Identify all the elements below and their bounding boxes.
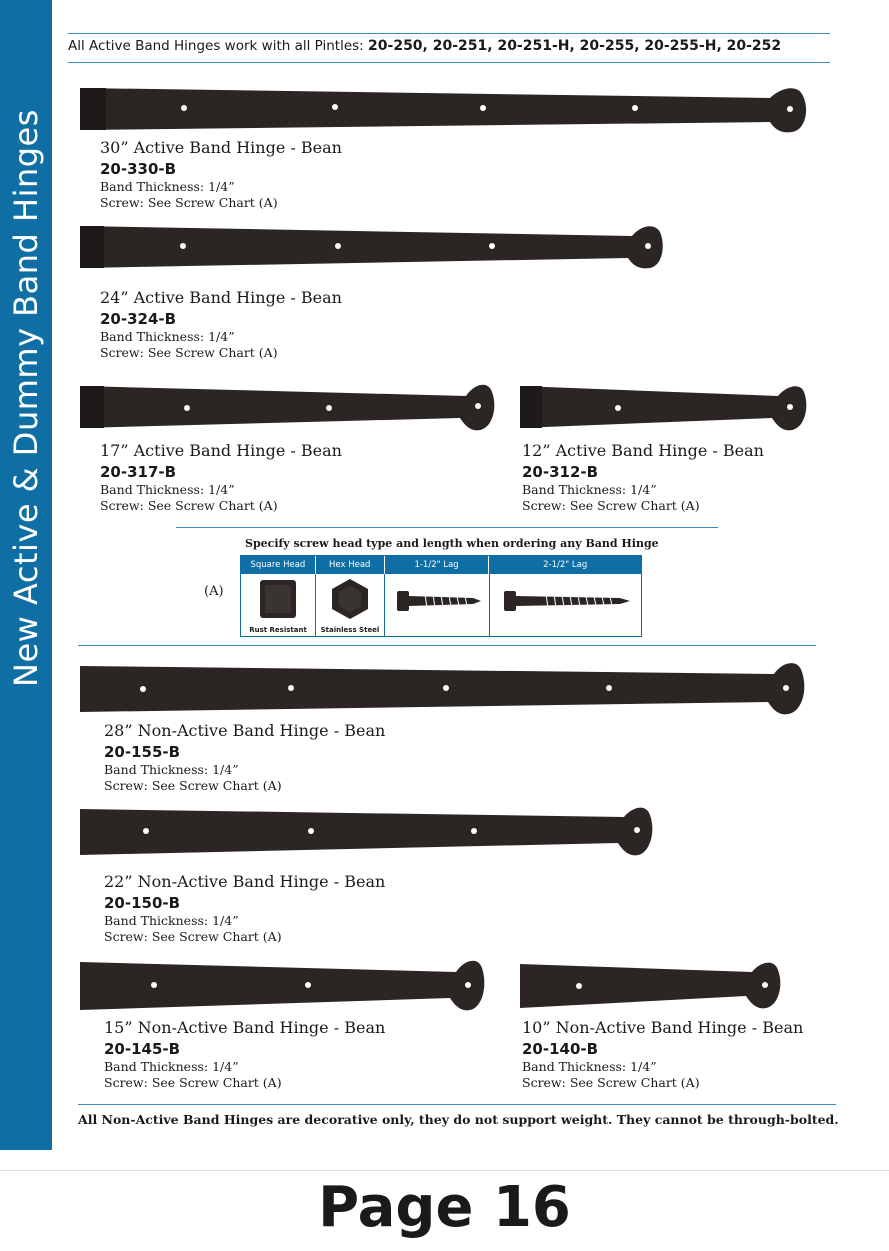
header-square-head: Square Head xyxy=(241,556,316,574)
header-lag-long: 2-1/2" Lag xyxy=(543,560,588,570)
screw-chart-header xyxy=(241,556,641,574)
hinge-screw: Screw: See Screw Chart (A) xyxy=(100,345,278,360)
hinge-image-17-active xyxy=(80,380,496,434)
hinge-title: 17” Active Band Hinge - Bean xyxy=(100,441,342,460)
hinge-thickness: Band Thickness: 1/4” xyxy=(522,482,657,497)
hinge-screw: Screw: See Screw Chart (A) xyxy=(104,1075,282,1090)
hinge-label-28-nonactive xyxy=(104,720,385,794)
screw-chart-marker: (A) xyxy=(204,584,224,599)
hinge-image-12-active xyxy=(520,382,810,434)
hinge-image-22-nonactive xyxy=(80,805,658,859)
screw-chart xyxy=(240,555,642,637)
footnote: All Non-Active Band Hinges are decorative only, they do not support weight. They cannot be through-bolted. xyxy=(78,1112,839,1127)
screw-chart-top-rule xyxy=(176,527,718,528)
hinge-label-22-nonactive xyxy=(104,871,385,945)
hinge-code: 20-145-B xyxy=(104,1040,181,1058)
hinge-screw: Screw: See Screw Chart (A) xyxy=(104,929,282,944)
hinge-image-15-nonactive xyxy=(80,958,490,1014)
hinge-title: 12” Active Band Hinge - Bean xyxy=(522,441,764,460)
pintles-prefix: All Active Band Hinges work with all Pintles: xyxy=(68,38,369,54)
caption-rust-resistant: Rust Resistant xyxy=(249,626,307,634)
cell-square-head xyxy=(241,574,316,636)
hinge-title: 22” Non-Active Band Hinge - Bean xyxy=(104,872,386,891)
hinge-label-30-active xyxy=(100,137,342,211)
hinge-title: 24” Active Band Hinge - Bean xyxy=(100,288,342,307)
cell-hex-head xyxy=(316,574,385,636)
hinge-image-28-nonactive xyxy=(80,660,808,718)
short-lag-screw-icon xyxy=(385,574,489,636)
header-lag-short: 1-1/2" Lag xyxy=(385,556,490,574)
cell-lag-short xyxy=(385,574,490,636)
hinge-code: 20-324-B xyxy=(100,310,177,328)
hinge-label-12-active xyxy=(522,440,764,514)
hinge-screw: Screw: See Screw Chart (A) xyxy=(104,778,282,793)
hinge-code: 20-140-B xyxy=(522,1040,599,1058)
pintles-codes: 20-250, 20-251, 20-251-H, 20-255, 20-255-H, 20-252 xyxy=(368,38,782,54)
hinge-code: 20-317-B xyxy=(100,463,177,481)
hinge-code: 20-312-B xyxy=(522,463,599,481)
hinge-screw: Screw: See Screw Chart (A) xyxy=(522,498,700,513)
hinge-code: 20-150-B xyxy=(104,894,181,912)
hinge-code: 20-155-B xyxy=(104,743,181,761)
page-number: Page 16 xyxy=(318,1175,571,1240)
hinge-title: 28” Non-Active Band Hinge - Bean xyxy=(104,721,386,740)
pintles-rule xyxy=(68,62,830,63)
hinge-title: 15” Non-Active Band Hinge - Bean xyxy=(104,1018,386,1037)
hinge-image-24-active xyxy=(80,222,664,272)
hinge-screw: Screw: See Screw Chart (A) xyxy=(100,498,278,513)
pintles-note xyxy=(68,38,781,54)
hinge-label-10-nonactive xyxy=(522,1017,803,1091)
caption-stainless-steel: Stainless Steel xyxy=(320,626,380,634)
hinge-thickness: Band Thickness: 1/4” xyxy=(100,179,235,194)
hinge-title: 10” Non-Active Band Hinge - Bean xyxy=(522,1018,804,1037)
screw-chart-body xyxy=(241,574,641,636)
hinge-thickness: Band Thickness: 1/4” xyxy=(522,1059,657,1074)
hinge-code: 20-330-B xyxy=(100,160,177,178)
footnote-rule xyxy=(78,1104,836,1105)
screw-chart-bottom-rule xyxy=(78,645,816,646)
hinge-thickness: Band Thickness: 1/4” xyxy=(104,762,239,777)
screw-chart-title: Specify screw head type and length when ordering any Band Hinge xyxy=(245,537,659,550)
hinge-image-30-active xyxy=(80,84,808,136)
hinge-label-15-nonactive xyxy=(104,1017,385,1091)
long-lag-screw-icon xyxy=(490,574,642,636)
top-rule xyxy=(68,33,830,34)
hinge-title: 30” Active Band Hinge - Bean xyxy=(100,138,342,157)
hinge-screw: Screw: See Screw Chart (A) xyxy=(522,1075,700,1090)
hinge-label-24-active xyxy=(100,287,342,361)
hinge-thickness: Band Thickness: 1/4” xyxy=(104,913,239,928)
cell-lag-long xyxy=(490,574,642,636)
hinge-label-17-active xyxy=(100,440,342,514)
hinge-thickness: Band Thickness: 1/4” xyxy=(100,482,235,497)
header-hex-head: Hex Head xyxy=(316,556,385,574)
hinge-thickness: Band Thickness: 1/4” xyxy=(100,329,235,344)
hinge-image-10-nonactive xyxy=(520,960,782,1012)
sidebar-title: New Active & Dummy Band Hinges xyxy=(7,109,45,687)
hinge-screw: Screw: See Screw Chart (A) xyxy=(100,195,278,210)
hinge-thickness: Band Thickness: 1/4” xyxy=(104,1059,239,1074)
